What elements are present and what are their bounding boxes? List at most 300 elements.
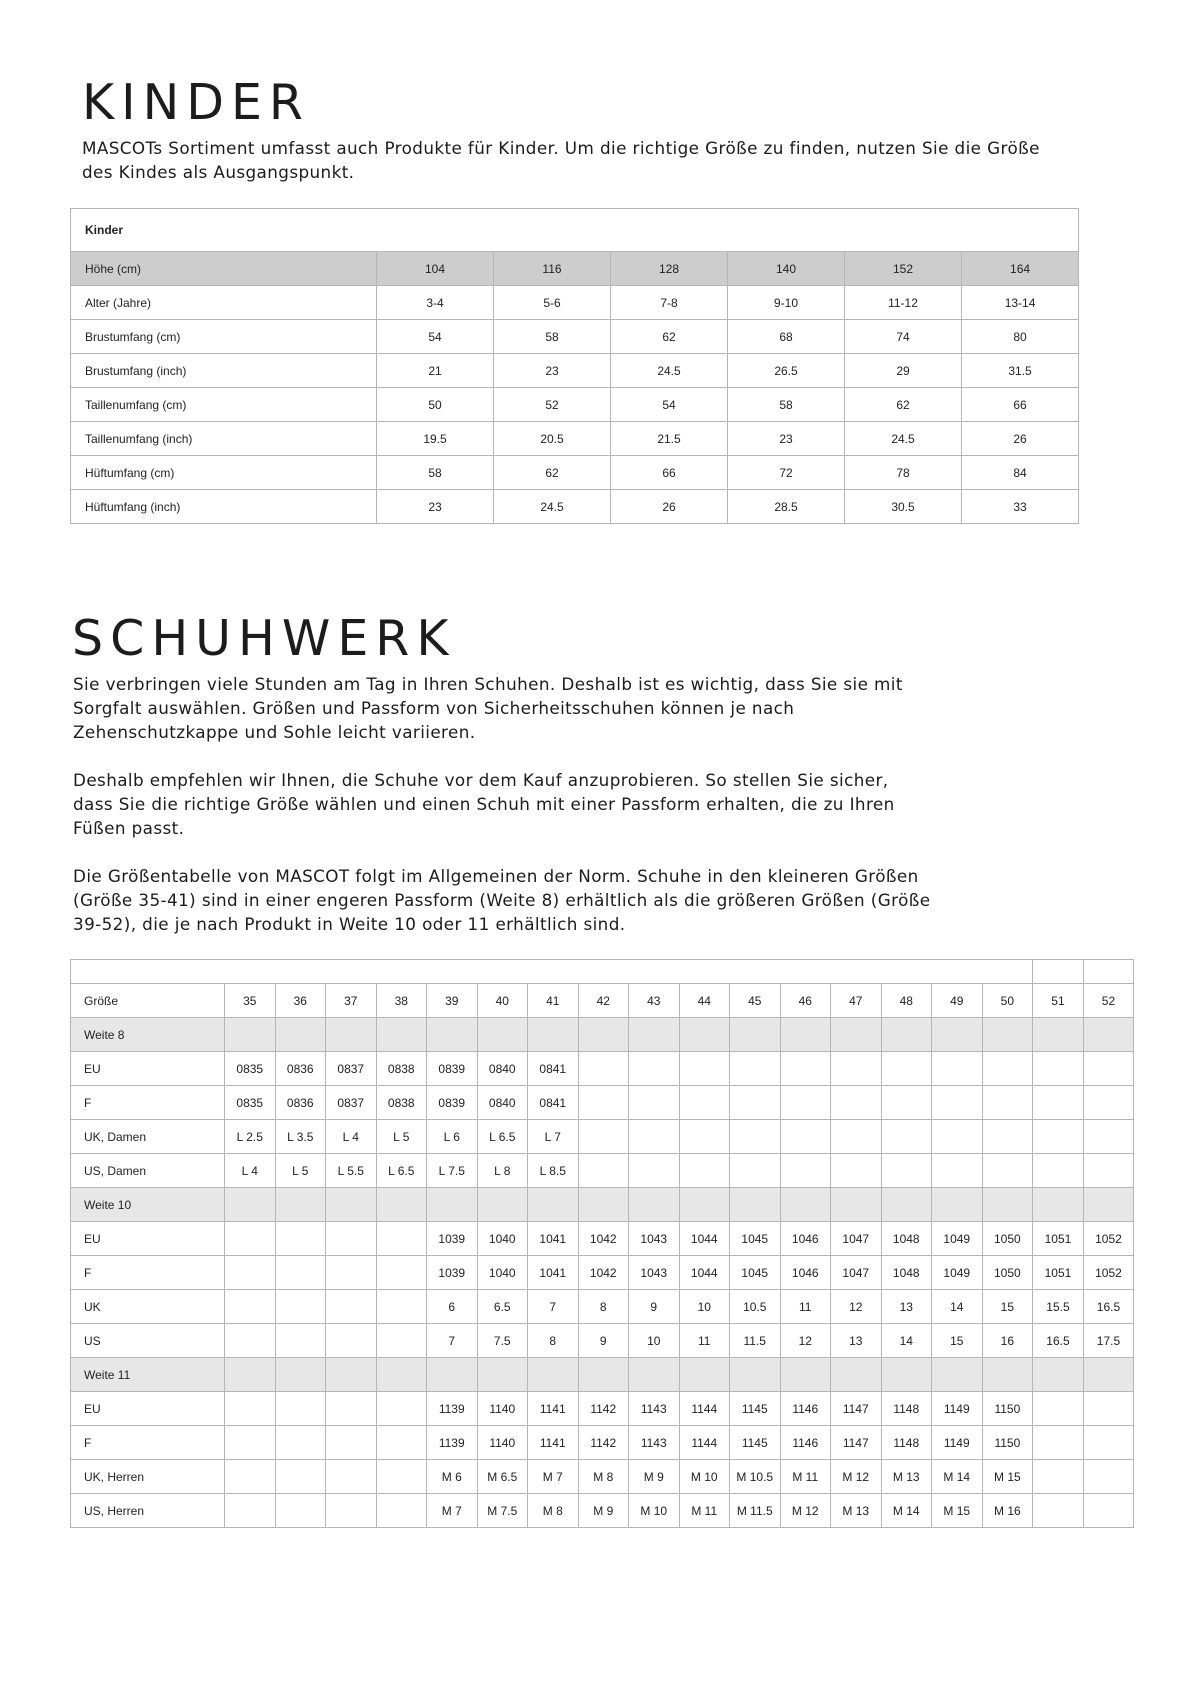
- header-cell: 37: [326, 984, 377, 1018]
- table-cell: M 8: [578, 1460, 629, 1494]
- header-cell: 40: [477, 984, 528, 1018]
- row-label: F: [71, 1256, 225, 1290]
- row-label: US: [71, 1324, 225, 1358]
- table-cell: 0841: [528, 1086, 579, 1120]
- table-cell: [427, 1358, 478, 1392]
- table-cell: 1140: [477, 1392, 528, 1426]
- table-cell: [477, 1018, 528, 1052]
- header-cell: 164: [962, 252, 1079, 286]
- header-cell: 49: [932, 984, 983, 1018]
- row-label: Hüftumfang (inch): [71, 490, 377, 524]
- row-label: EU: [71, 1222, 225, 1256]
- table-cell: 1144: [679, 1392, 730, 1426]
- table-cell: [730, 1358, 781, 1392]
- header-cell: 52: [1083, 984, 1134, 1018]
- table-cell: 1148: [881, 1426, 932, 1460]
- table-cell: 12: [780, 1324, 831, 1358]
- table-cell: 16.5: [1033, 1324, 1084, 1358]
- table-cell: M 15: [982, 1460, 1033, 1494]
- table-cell: M 7.5: [477, 1494, 528, 1528]
- table-cell: 80: [962, 320, 1079, 354]
- table-cell: 8: [528, 1324, 579, 1358]
- table-cell: [881, 1154, 932, 1188]
- table-cell: 8: [578, 1290, 629, 1324]
- table-cell: [629, 1358, 680, 1392]
- table-cell: [932, 1120, 983, 1154]
- table-cell: 10: [679, 1290, 730, 1324]
- row-label: Hüftumfang (cm): [71, 456, 377, 490]
- table-cell: [1083, 1188, 1134, 1222]
- row-label: F: [71, 1086, 225, 1120]
- header-cell: 45: [730, 984, 781, 1018]
- row-label: EU: [71, 1052, 225, 1086]
- table-cell: L 6.5: [477, 1120, 528, 1154]
- table-cell: L 4: [326, 1120, 377, 1154]
- table-cell: [326, 1426, 377, 1460]
- table-cell: 58: [728, 388, 845, 422]
- table-cell: [528, 1358, 579, 1392]
- table-cell: 1147: [831, 1392, 882, 1426]
- table-cell: [982, 1188, 1033, 1222]
- table-cell: 0838: [376, 1052, 427, 1086]
- table-cell: 10: [629, 1324, 680, 1358]
- table-cell: [780, 1188, 831, 1222]
- table-cell: 11.5: [730, 1324, 781, 1358]
- table-cell: 15: [932, 1324, 983, 1358]
- table-cell: [932, 1052, 983, 1086]
- table-cell: [679, 1052, 730, 1086]
- table-cell: 9: [629, 1290, 680, 1324]
- kinder-heading: KINDER: [82, 74, 310, 131]
- table-cell: 1045: [730, 1222, 781, 1256]
- table-cell: L 7.5: [427, 1154, 478, 1188]
- table-cell: [477, 1358, 528, 1392]
- table-cell: 0839: [427, 1086, 478, 1120]
- table-cell: M 11: [780, 1460, 831, 1494]
- table-row: [71, 422, 1079, 456]
- table-cell: 0840: [477, 1052, 528, 1086]
- table-row: [71, 1154, 1134, 1188]
- table-cell: [1083, 1392, 1134, 1426]
- table-cell: 15: [982, 1290, 1033, 1324]
- table-cell: [275, 1392, 326, 1426]
- table-cell: [780, 1358, 831, 1392]
- table-cell: [1033, 1460, 1084, 1494]
- table-cell: [1033, 1086, 1084, 1120]
- table-cell: [1033, 1120, 1084, 1154]
- header-cell: 47: [831, 984, 882, 1018]
- table-cell: [326, 1324, 377, 1358]
- table-cell: L 6: [427, 1120, 478, 1154]
- table-cell: 11: [679, 1324, 730, 1358]
- table-cell: 62: [494, 456, 611, 490]
- table-cell: [679, 1018, 730, 1052]
- table-cell: [881, 1018, 932, 1052]
- header-cell: 51: [1033, 984, 1084, 1018]
- table-cell: [376, 1392, 427, 1426]
- table-cell: 1142: [578, 1426, 629, 1460]
- table-cell: 1042: [578, 1222, 629, 1256]
- table-cell: 1049: [932, 1256, 983, 1290]
- table-cell: [881, 1358, 932, 1392]
- section-label: Weite 11: [71, 1358, 225, 1392]
- table-cell: [578, 1120, 629, 1154]
- table-cell: 62: [611, 320, 728, 354]
- table-cell: 1050: [982, 1222, 1033, 1256]
- table-cell: [982, 1154, 1033, 1188]
- table-cell: [376, 1018, 427, 1052]
- table-cell: 0840: [477, 1086, 528, 1120]
- table-cell: 1150: [982, 1392, 1033, 1426]
- table-cell: 1140: [477, 1426, 528, 1460]
- table-cell: [831, 1018, 882, 1052]
- table-cell: [1083, 1086, 1134, 1120]
- table-cell: [326, 1188, 377, 1222]
- table-cell: 66: [611, 456, 728, 490]
- table-cell: 31.5: [962, 354, 1079, 388]
- table-cell: 24.5: [494, 490, 611, 524]
- table-cell: M 8: [528, 1494, 579, 1528]
- table-cell: M 16: [982, 1494, 1033, 1528]
- table-row: [71, 456, 1079, 490]
- table-cell: [881, 1052, 932, 1086]
- table-cell: M 14: [881, 1494, 932, 1528]
- table-row: [71, 1290, 1134, 1324]
- header-cell: 128: [611, 252, 728, 286]
- row-label: EU: [71, 1392, 225, 1426]
- table-cell: [225, 1256, 276, 1290]
- table-cell: 1048: [881, 1222, 932, 1256]
- table-cell: 1144: [679, 1426, 730, 1460]
- schuhwerk-paragraph: Deshalb empfehlen wir Ihnen, die Schuhe vor dem Kauf anzuprobieren. So stellen Sie sicher, dass Sie die richtige Größe wählen und einen Schuh mit einer Passform erhalten, die zu Ihren Füßen passt.: [73, 770, 895, 838]
- table-cell: 68: [728, 320, 845, 354]
- table-cell: L 8: [477, 1154, 528, 1188]
- table-cell: 1141: [528, 1426, 579, 1460]
- header-cell: 50: [982, 984, 1033, 1018]
- table-cell: [730, 1154, 781, 1188]
- table-cell: [1033, 1052, 1084, 1086]
- table-cell: [275, 1188, 326, 1222]
- table-cell: 23: [728, 422, 845, 456]
- table-cell: 1147: [831, 1426, 882, 1460]
- table-cell: 6: [427, 1290, 478, 1324]
- table-cell: [932, 1358, 983, 1392]
- table-cell: [629, 1120, 680, 1154]
- table-cell: 1039: [427, 1256, 478, 1290]
- table-cell: 1045: [730, 1256, 781, 1290]
- table-cell: [376, 1460, 427, 1494]
- table-cell: 0837: [326, 1086, 377, 1120]
- table-cell: [275, 1222, 326, 1256]
- table-cell: [326, 1256, 377, 1290]
- table-cell: 16: [982, 1324, 1033, 1358]
- table-cell: M 11.5: [730, 1494, 781, 1528]
- row-label: Taillenumfang (cm): [71, 388, 377, 422]
- shoe-size-table: [70, 959, 1134, 1528]
- header-cell: 35: [225, 984, 276, 1018]
- table-cell: [578, 1052, 629, 1086]
- table-cell: L 4: [225, 1154, 276, 1188]
- table-cell: [730, 1052, 781, 1086]
- table-cell: 23: [494, 354, 611, 388]
- table-cell: 1051: [1033, 1256, 1084, 1290]
- table-cell: 1143: [629, 1392, 680, 1426]
- table-cell: [225, 1460, 276, 1494]
- table-cell: 1148: [881, 1392, 932, 1426]
- table-cell: [275, 1494, 326, 1528]
- table-cell: [225, 1358, 276, 1392]
- table-cell: 17.5: [1083, 1324, 1134, 1358]
- table-cell: [376, 1222, 427, 1256]
- table-cell: [982, 1018, 1033, 1052]
- shoe-top-row: [71, 960, 1134, 984]
- table-cell: [730, 1188, 781, 1222]
- table-cell: 1040: [477, 1222, 528, 1256]
- table-cell: M 15: [932, 1494, 983, 1528]
- header-cell: 39: [427, 984, 478, 1018]
- header-cell: 140: [728, 252, 845, 286]
- table-cell: M 13: [881, 1460, 932, 1494]
- row-label: UK, Damen: [71, 1120, 225, 1154]
- blank-cell: [1083, 960, 1134, 984]
- table-cell: L 5.5: [326, 1154, 377, 1188]
- table-cell: 7: [427, 1324, 478, 1358]
- table-cell: 50: [377, 388, 494, 422]
- table-cell: [679, 1358, 730, 1392]
- table-cell: [1083, 1018, 1134, 1052]
- table-cell: 1052: [1083, 1256, 1134, 1290]
- table-cell: 62: [845, 388, 962, 422]
- table-cell: 19.5: [377, 422, 494, 456]
- table-cell: 13: [881, 1290, 932, 1324]
- table-cell: 24.5: [611, 354, 728, 388]
- table-cell: [225, 1324, 276, 1358]
- table-cell: 26.5: [728, 354, 845, 388]
- table-cell: L 2.5: [225, 1120, 276, 1154]
- table-cell: 20.5: [494, 422, 611, 456]
- schuhwerk-heading: SCHUHWERK: [72, 610, 456, 667]
- section-row: [71, 1188, 1134, 1222]
- row-label: Taillenumfang (inch): [71, 422, 377, 456]
- table-cell: 58: [377, 456, 494, 490]
- table-cell: 58: [494, 320, 611, 354]
- table-cell: L 5: [376, 1120, 427, 1154]
- table-cell: [780, 1086, 831, 1120]
- table-cell: 1142: [578, 1392, 629, 1426]
- table-cell: [932, 1018, 983, 1052]
- table-cell: [679, 1188, 730, 1222]
- table-cell: [1083, 1120, 1134, 1154]
- table-cell: 29: [845, 354, 962, 388]
- table-cell: 7-8: [611, 286, 728, 320]
- table-cell: [578, 1086, 629, 1120]
- table-cell: [730, 1018, 781, 1052]
- table-cell: M 9: [629, 1460, 680, 1494]
- table-cell: 15.5: [1033, 1290, 1084, 1324]
- table-cell: 1043: [629, 1256, 680, 1290]
- table-cell: [831, 1052, 882, 1086]
- table-cell: 24.5: [845, 422, 962, 456]
- table-cell: L 7: [528, 1120, 579, 1154]
- table-cell: [1033, 1392, 1084, 1426]
- header-cell: 116: [494, 252, 611, 286]
- table-cell: [1033, 1358, 1084, 1392]
- table-cell: 1044: [679, 1256, 730, 1290]
- section-label: Weite 10: [71, 1188, 225, 1222]
- table-cell: [1033, 1154, 1084, 1188]
- section-row: [71, 1358, 1134, 1392]
- table-cell: [881, 1188, 932, 1222]
- table-cell: [780, 1154, 831, 1188]
- table-cell: [225, 1188, 276, 1222]
- table-cell: 1042: [578, 1256, 629, 1290]
- table-cell: 1146: [780, 1426, 831, 1460]
- table-cell: [629, 1188, 680, 1222]
- row-label: F: [71, 1426, 225, 1460]
- table-cell: [225, 1222, 276, 1256]
- table-cell: [326, 1290, 377, 1324]
- row-label: US, Herren: [71, 1494, 225, 1528]
- table-cell: [629, 1052, 680, 1086]
- table-cell: [780, 1018, 831, 1052]
- table-row: [71, 1460, 1134, 1494]
- table-cell: 23: [377, 490, 494, 524]
- table-row: [71, 320, 1079, 354]
- table-cell: [730, 1120, 781, 1154]
- table-cell: 5-6: [494, 286, 611, 320]
- table-cell: 1047: [831, 1222, 882, 1256]
- table-cell: 1040: [477, 1256, 528, 1290]
- table-cell: [982, 1052, 1033, 1086]
- table-cell: M 10: [629, 1494, 680, 1528]
- header-cell: 152: [845, 252, 962, 286]
- table-cell: 6.5: [477, 1290, 528, 1324]
- table-cell: 7: [528, 1290, 579, 1324]
- table-cell: [427, 1188, 478, 1222]
- table-cell: L 5: [275, 1154, 326, 1188]
- table-cell: [225, 1392, 276, 1426]
- table-cell: [275, 1358, 326, 1392]
- table-cell: [780, 1120, 831, 1154]
- table-cell: 1048: [881, 1256, 932, 1290]
- table-cell: 3-4: [377, 286, 494, 320]
- table-cell: [881, 1120, 932, 1154]
- table-cell: [1083, 1426, 1134, 1460]
- row-label: UK: [71, 1290, 225, 1324]
- table-cell: 10.5: [730, 1290, 781, 1324]
- table-row: [71, 286, 1079, 320]
- table-cell: [578, 1018, 629, 1052]
- table-cell: [831, 1154, 882, 1188]
- table-cell: [225, 1290, 276, 1324]
- schuhwerk-intro: [73, 672, 933, 960]
- table-cell: 0839: [427, 1052, 478, 1086]
- table-cell: [831, 1120, 882, 1154]
- table-cell: [427, 1018, 478, 1052]
- table-cell: M 10: [679, 1460, 730, 1494]
- table-cell: M 14: [932, 1460, 983, 1494]
- table-cell: 0836: [275, 1086, 326, 1120]
- table-cell: 0837: [326, 1052, 377, 1086]
- kinder-header-row: [71, 252, 1079, 286]
- table-cell: [982, 1358, 1033, 1392]
- table-cell: [730, 1086, 781, 1120]
- kinder-table-title: Kinder: [71, 209, 1079, 252]
- table-cell: 14: [881, 1324, 932, 1358]
- table-cell: [275, 1290, 326, 1324]
- table-cell: [1083, 1358, 1134, 1392]
- table-cell: [376, 1494, 427, 1528]
- table-cell: [326, 1494, 377, 1528]
- row-label: Brustumfang (cm): [71, 320, 377, 354]
- table-cell: [932, 1086, 983, 1120]
- header-cell: 104: [377, 252, 494, 286]
- shoe-header-row: [71, 984, 1134, 1018]
- table-cell: [326, 1018, 377, 1052]
- table-cell: 1149: [932, 1392, 983, 1426]
- table-cell: M 11: [679, 1494, 730, 1528]
- table-cell: [326, 1222, 377, 1256]
- table-cell: [1083, 1460, 1134, 1494]
- table-cell: L 3.5: [275, 1120, 326, 1154]
- table-cell: [679, 1154, 730, 1188]
- table-cell: M 7: [528, 1460, 579, 1494]
- table-cell: [376, 1256, 427, 1290]
- header-cell: 43: [629, 984, 680, 1018]
- table-cell: 1145: [730, 1426, 781, 1460]
- table-cell: 1039: [427, 1222, 478, 1256]
- table-cell: M 10.5: [730, 1460, 781, 1494]
- table-cell: 1052: [1083, 1222, 1134, 1256]
- table-cell: 30.5: [845, 490, 962, 524]
- table-cell: [225, 1426, 276, 1460]
- table-cell: [477, 1188, 528, 1222]
- section-label: Weite 8: [71, 1018, 225, 1052]
- table-cell: L 6.5: [376, 1154, 427, 1188]
- table-row: [71, 1494, 1134, 1528]
- table-cell: [376, 1426, 427, 1460]
- table-cell: [1033, 1018, 1084, 1052]
- table-cell: M 6: [427, 1460, 478, 1494]
- table-cell: [275, 1460, 326, 1494]
- table-cell: 21: [377, 354, 494, 388]
- header-cell: 48: [881, 984, 932, 1018]
- table-cell: [528, 1188, 579, 1222]
- table-row: [71, 1222, 1134, 1256]
- table-cell: 13-14: [962, 286, 1079, 320]
- kinder-size-table: [70, 208, 1079, 524]
- table-cell: 1049: [932, 1222, 983, 1256]
- table-row: [71, 1052, 1134, 1086]
- table-cell: [275, 1426, 326, 1460]
- table-cell: 1050: [982, 1256, 1033, 1290]
- table-cell: 0835: [225, 1052, 276, 1086]
- table-row: [71, 388, 1079, 422]
- table-cell: [528, 1018, 579, 1052]
- table-cell: [982, 1086, 1033, 1120]
- table-cell: M 7: [427, 1494, 478, 1528]
- header-cell: 38: [376, 984, 427, 1018]
- table-cell: M 13: [831, 1494, 882, 1528]
- row-label: Alter (Jahre): [71, 286, 377, 320]
- table-cell: [679, 1120, 730, 1154]
- table-cell: 1041: [528, 1256, 579, 1290]
- row-label: Höhe (cm): [71, 252, 377, 286]
- table-cell: 0836: [275, 1052, 326, 1086]
- table-cell: M 9: [578, 1494, 629, 1528]
- table-cell: 7.5: [477, 1324, 528, 1358]
- table-cell: 1041: [528, 1222, 579, 1256]
